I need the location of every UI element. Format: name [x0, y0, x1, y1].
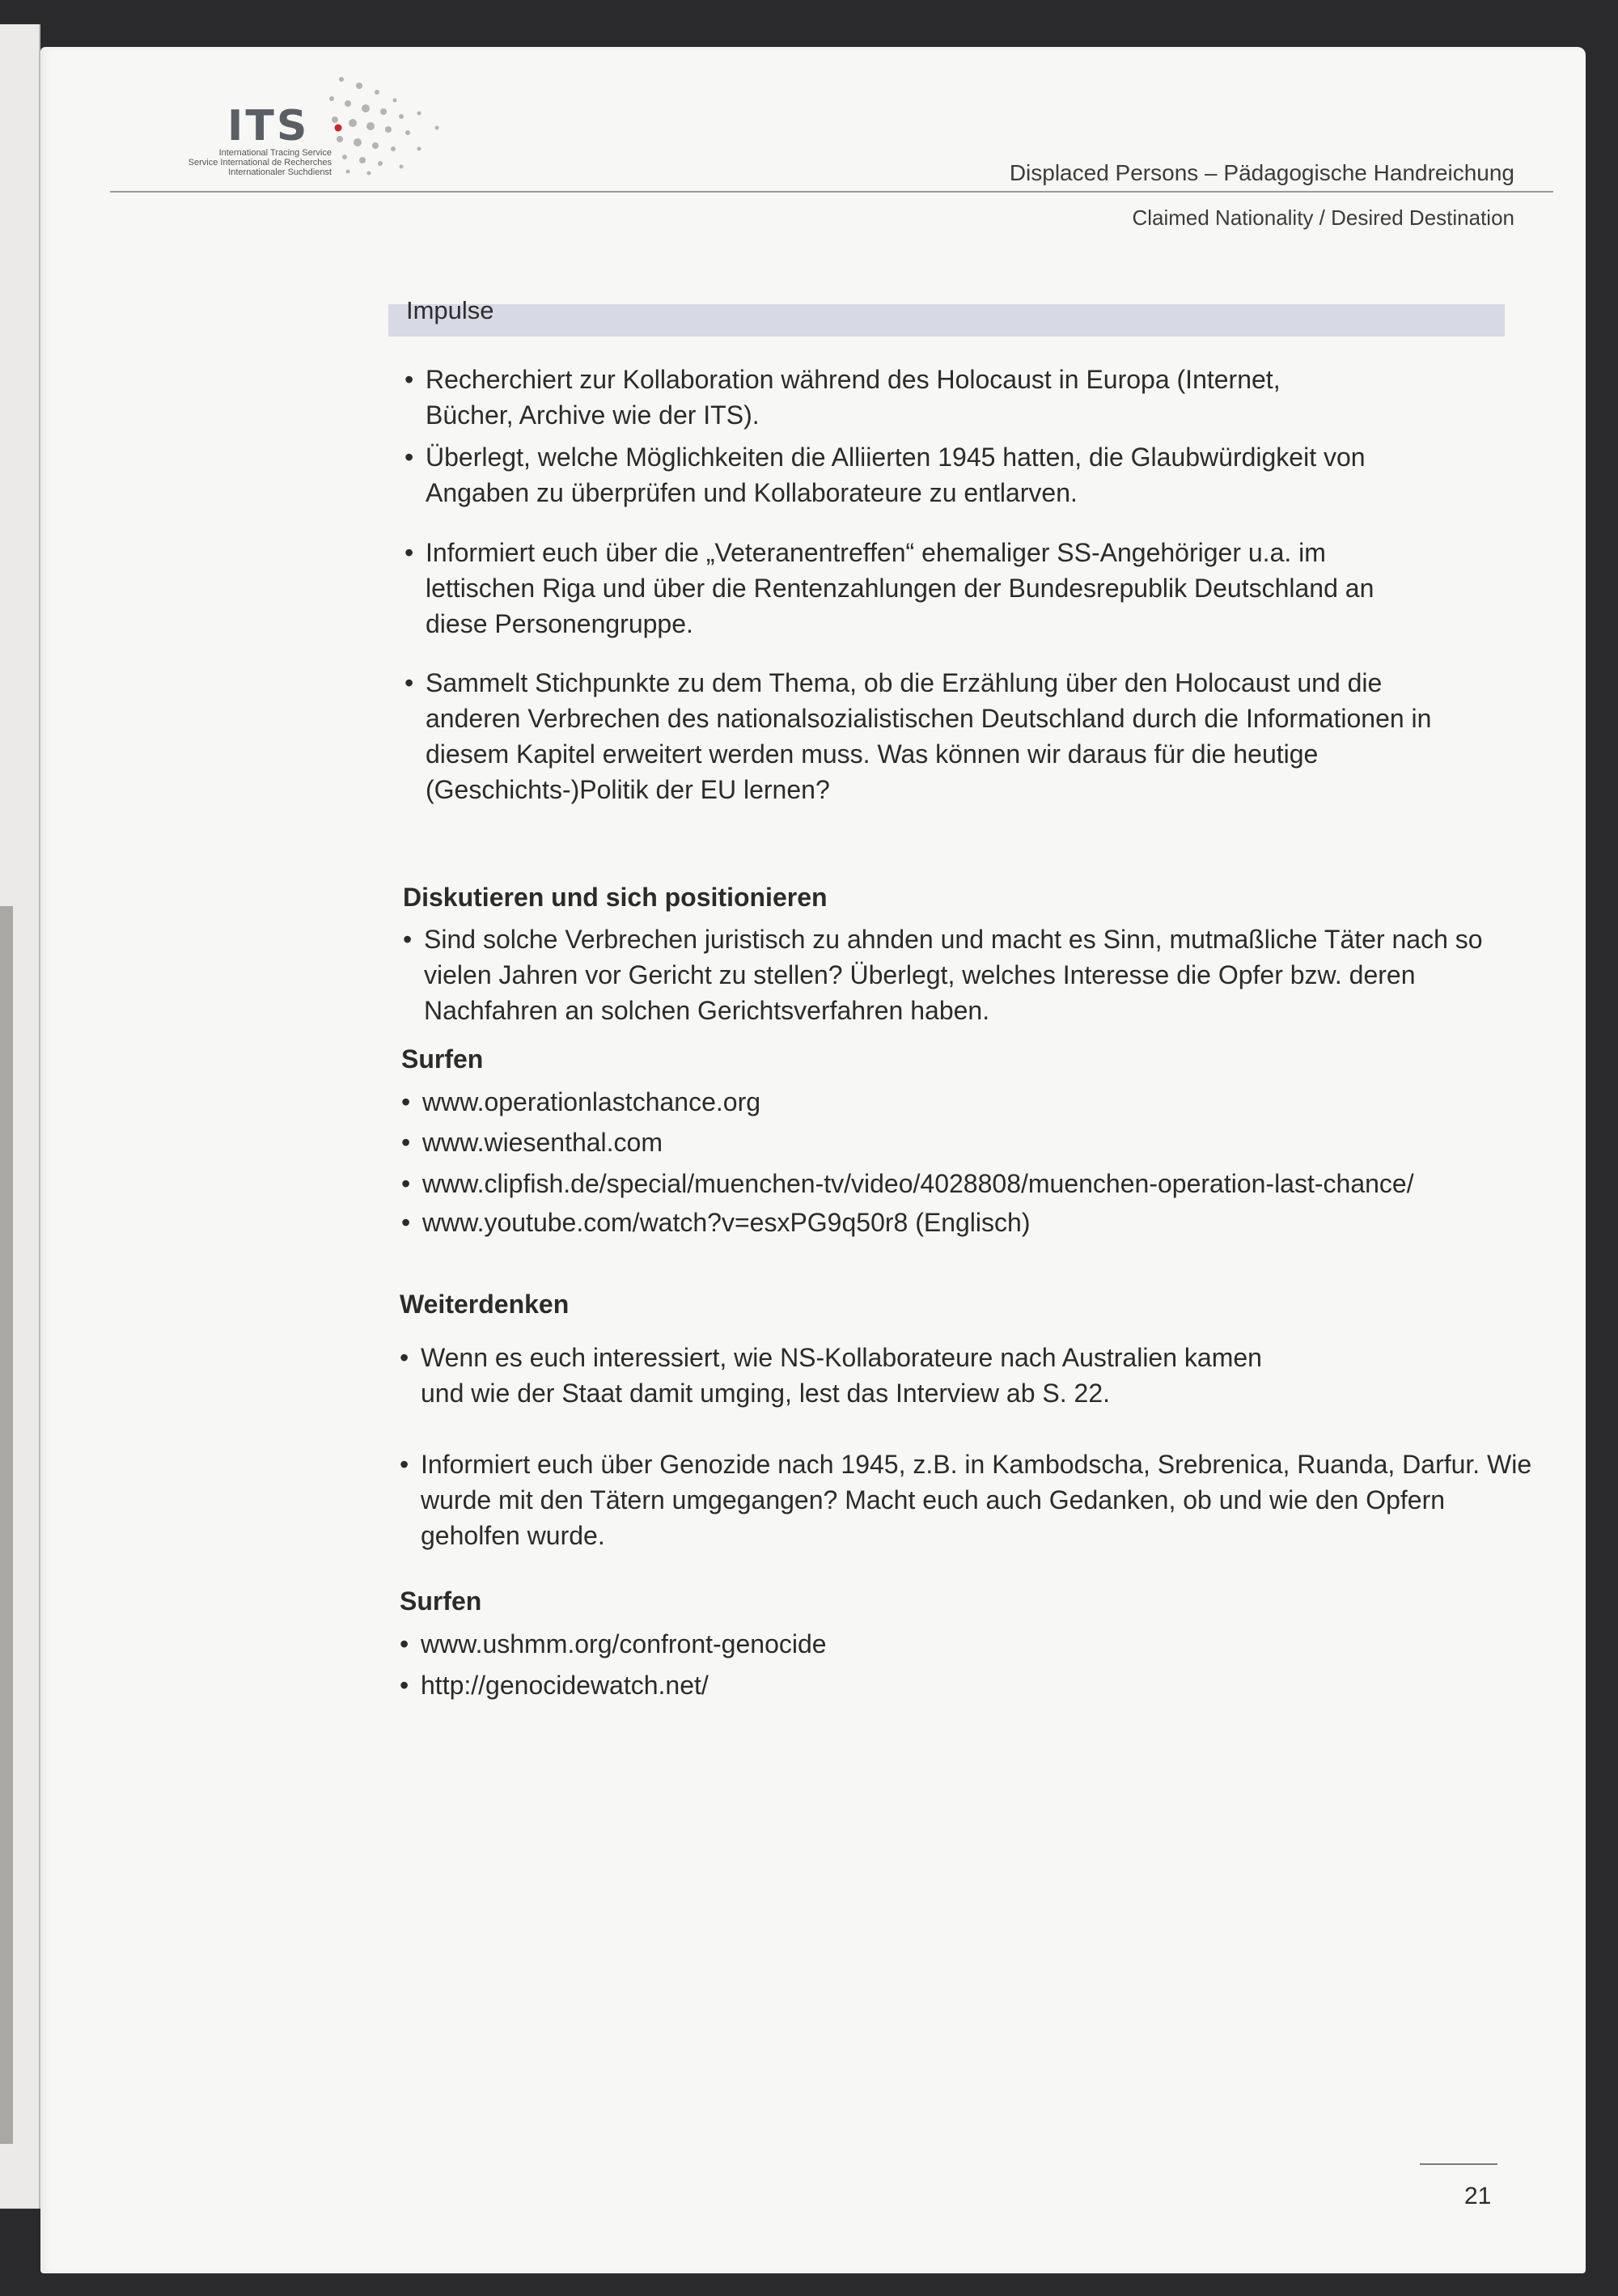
logo-dot	[372, 142, 379, 149]
logo-dot	[345, 100, 351, 107]
link-list-item	[401, 1205, 1030, 1240]
logo-dot	[393, 99, 397, 103]
bullet-icon: •	[401, 1128, 411, 1157]
logo-dot	[405, 130, 410, 135]
bullet-icon: •	[400, 1343, 409, 1372]
list-item-text: Informiert euch über Genozide nach 1945, z.B. in Kambodscha, Srebrenica, Ruanda, Darfur. Wie wurde mit den Tätern umgegangen? Macht euch auch Gedanken, ob und wie den Opfern geholfen wurde.	[421, 1450, 1532, 1550]
logo-dot	[337, 136, 343, 142]
logo-dot	[332, 116, 338, 123]
list-item-text: Wenn es euch interessiert, wie NS-Kollaborateure nach Australien kamen und wie der Staat damit umging, lest das Interview ab S. 22.	[421, 1343, 1262, 1408]
bullet-icon: •	[400, 1629, 409, 1658]
logo-dot	[356, 83, 362, 89]
web-link[interactable]: www.ushmm.org/confront-genocide	[421, 1629, 827, 1658]
bullet-icon: •	[404, 538, 414, 567]
bullet-icon: •	[404, 668, 414, 697]
logo-dot	[346, 170, 350, 174]
page-number-rule	[1420, 2163, 1497, 2165]
list-item	[404, 362, 1294, 433]
bullet-icon: •	[404, 365, 414, 394]
link-list-item	[400, 1667, 709, 1703]
logo-dot	[375, 90, 379, 95]
list-item	[403, 921, 1527, 1028]
list-item-text: Sind solche Verbrechen juristisch zu ahnden und macht es Sinn, mutmaßliche Täter nach so vielen Jahren vor Gericht zu stellen? Überlegt, welches Interesse die Opfer bzw. deren Nachfahren an solchen Gerichtsverfahren haben.	[424, 925, 1483, 1025]
section-heading-surfen: Surfen	[400, 1586, 482, 1616]
running-header-subtitle: Claimed Nationality / Desired Destination	[1132, 205, 1514, 230]
logo-dot-cluster-icon	[324, 71, 453, 176]
section-heading-impulse: Impulse	[406, 296, 494, 324]
page	[40, 47, 1586, 2273]
section-heading-surfen: Surfen	[401, 1044, 484, 1074]
bullet-icon: •	[400, 1450, 409, 1479]
list-item	[404, 439, 1416, 510]
logo-dot	[367, 172, 371, 176]
web-link[interactable]: http://genocidewatch.net/	[421, 1671, 709, 1700]
logo-dot	[417, 112, 421, 116]
logo-dot	[354, 138, 362, 146]
section-heading-band	[388, 304, 1505, 337]
header-rule	[110, 191, 1553, 193]
list-item-text: Recherchiert zur Kollaboration während des Holocaust in Europa (Internet, Bücher, Archive wie der ITS).	[426, 365, 1281, 430]
logo-dot	[366, 122, 375, 130]
logo-wordmark: ITS	[227, 102, 310, 150]
previous-page-edge	[0, 24, 40, 2209]
logo-dot	[399, 114, 404, 119]
web-link[interactable]: www.operationlastchance.org	[422, 1087, 761, 1116]
logo-dot	[342, 155, 347, 159]
logo-line-2: Service International de Recherches	[188, 158, 332, 167]
logo-line-1: International Tracing Service	[218, 148, 332, 158]
logo-line-3: Internationaler Suchdienst	[228, 167, 332, 177]
logo-accent-dot	[335, 125, 342, 132]
logo-dot	[339, 77, 344, 82]
page-number: 21	[1464, 2183, 1492, 2209]
logo-dot	[329, 96, 334, 101]
list-item	[400, 1447, 1532, 1553]
list-item	[404, 535, 1416, 642]
section-heading-diskutieren: Diskutieren und sich positionieren	[403, 883, 828, 912]
bullet-icon: •	[401, 1208, 411, 1237]
logo-dot	[349, 119, 357, 127]
link-list-item	[401, 1166, 1414, 1201]
logo-dot	[385, 126, 392, 133]
list-item-text: Sammelt Stichpunkte zu dem Thema, ob die Erzählung über den Holocaust und die anderen Verbrechen des nationalsozialistischen Deutschland durch die Informationen in diesem Kapitel erweitert werden muss. Was können wir daraus für die heutige (Geschichts-)Politik der EU lernen?	[426, 668, 1432, 804]
previous-page-photo-strip	[0, 906, 13, 2144]
logo-dot	[391, 146, 396, 151]
link-list-item	[401, 1084, 760, 1120]
section-heading-weiterdenken: Weiterdenken	[400, 1290, 570, 1319]
bullet-icon: •	[401, 1087, 411, 1116]
web-link[interactable]: www.youtube.com/watch?v=esxPG9q50r8 (Englisch)	[422, 1208, 1031, 1237]
logo-dot	[400, 165, 404, 169]
logo-dot	[417, 147, 421, 151]
link-list-item	[401, 1125, 663, 1160]
running-header-title: Displaced Persons – Pädagogische Handreichung	[1009, 160, 1514, 185]
logo-dot	[380, 108, 387, 115]
web-link[interactable]: www.clipfish.de/special/muenchen-tv/video/4028808/muenchen-operation-last-chance/	[422, 1169, 1414, 1198]
bullet-icon: •	[401, 1169, 411, 1198]
logo-dot	[378, 161, 383, 166]
link-list-item	[400, 1626, 827, 1662]
bullet-icon: •	[404, 443, 414, 472]
list-item	[400, 1340, 1290, 1411]
bullet-icon: •	[403, 925, 413, 954]
logo-dot	[435, 126, 439, 130]
list-item-text: Informiert euch über die „Veteranentreffen“ ehemaliger SS-Angehöriger u.a. im lettischen Riga und über die Rentenzahlungen der Bundesrepublik Deutschland an diese Personengruppe.	[426, 538, 1374, 638]
list-item	[404, 665, 1472, 807]
logo-dot	[362, 104, 370, 112]
list-item-text: Überlegt, welche Möglichkeiten die Alliierten 1945 hatten, die Glaubwürdigkeit von Angaben zu überprüfen und Kollaborateure zu entlarven.	[426, 443, 1366, 507]
web-link[interactable]: www.wiesenthal.com	[422, 1128, 663, 1157]
bullet-icon: •	[400, 1671, 409, 1700]
logo-dot	[359, 157, 366, 163]
